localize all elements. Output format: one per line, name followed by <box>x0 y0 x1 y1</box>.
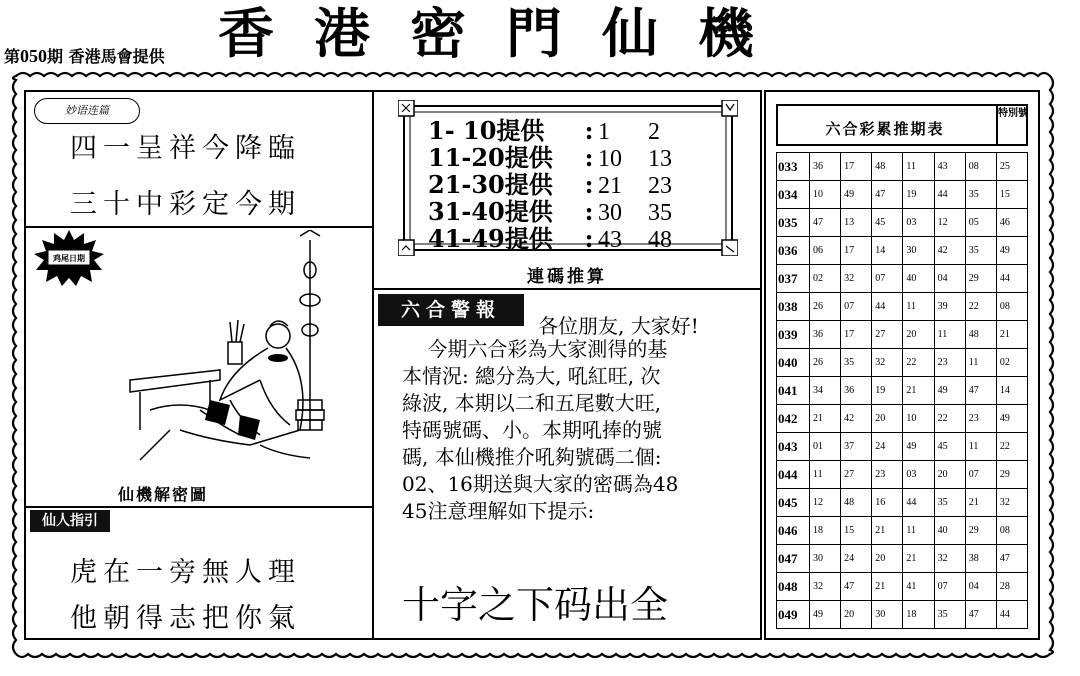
number-cell: 32 <box>872 349 903 377</box>
number-cell: 23 <box>872 461 903 489</box>
number-cell: 34 <box>810 377 841 405</box>
range-number: 1 <box>598 119 610 145</box>
table-row <box>777 181 1028 209</box>
range-number: 23 <box>648 173 672 199</box>
number-cell: 20 <box>903 321 934 349</box>
number-cell: 07 <box>872 265 903 293</box>
number-cell: 47 <box>872 181 903 209</box>
range-number: 2 <box>648 119 660 145</box>
number-cell: 43 <box>934 153 965 181</box>
number-cell: 15 <box>996 181 1027 209</box>
number-cell: 18 <box>810 517 841 545</box>
range-row <box>428 199 688 226</box>
number-cell: 10 <box>810 181 841 209</box>
illustration-caption: 仙機解密圖 <box>118 485 209 504</box>
range-row <box>428 172 688 199</box>
number-cell: 19 <box>872 377 903 405</box>
number-cell: 15 <box>841 517 872 545</box>
analysis-line: 今期六合彩為大家測得的基 <box>402 337 668 361</box>
number-cell: 47 <box>810 209 841 237</box>
table-row <box>777 573 1028 601</box>
number-cell: 26 <box>810 349 841 377</box>
number-cell: 20 <box>872 545 903 573</box>
table-row <box>777 349 1028 377</box>
table-row <box>777 489 1028 517</box>
number-cell: 41 <box>903 573 934 601</box>
title-char: 香 <box>218 2 314 66</box>
number-cell: 18 <box>903 601 934 629</box>
issue-cell: 044 <box>777 461 810 489</box>
number-cell: 22 <box>934 405 965 433</box>
range-label: 41-49提供 <box>428 224 553 253</box>
number-cell: 05 <box>965 209 996 237</box>
number-cell: 49 <box>996 237 1027 265</box>
number-cell: 39 <box>934 293 965 321</box>
issue-cell: 036 <box>777 237 810 265</box>
table-row <box>777 209 1028 237</box>
number-cell: 35 <box>934 601 965 629</box>
number-cell: 44 <box>903 489 934 517</box>
analysis-line: 綠波, 本期以二和五尾數大旺, <box>402 391 662 415</box>
table-row <box>777 321 1028 349</box>
range-number: 43 <box>598 227 622 253</box>
number-cell: 49 <box>996 405 1027 433</box>
poem-line: 三十中彩定今期 <box>70 189 301 220</box>
table-row <box>777 601 1028 629</box>
table-row <box>777 545 1028 573</box>
issue-cell: 035 <box>777 209 810 237</box>
number-cell: 21 <box>903 377 934 405</box>
number-cell: 11 <box>903 153 934 181</box>
divider <box>24 506 374 508</box>
number-cell: 20 <box>934 461 965 489</box>
starburst-label: 鸡尾日期 <box>53 254 85 263</box>
number-cell: 27 <box>872 321 903 349</box>
number-cell: 32 <box>841 265 872 293</box>
number-cell: 35 <box>965 181 996 209</box>
analysis-line: 45注意理解如下提示: <box>402 499 595 523</box>
number-cell: 48 <box>872 153 903 181</box>
number-cell: 49 <box>934 377 965 405</box>
number-cell: 07 <box>841 293 872 321</box>
number-cell: 30 <box>872 601 903 629</box>
number-cell: 06 <box>810 237 841 265</box>
issue-cell: 043 <box>777 433 810 461</box>
number-cell: 49 <box>903 433 934 461</box>
range-number: 30 <box>598 200 622 226</box>
title-char: 門 <box>506 2 602 66</box>
number-cell: 49 <box>810 601 841 629</box>
analysis-line: 本情況: 總分為大, 吼紅旺, 次 <box>402 364 661 388</box>
page-title <box>218 4 878 64</box>
range-separator: : <box>584 116 594 145</box>
number-cell: 04 <box>965 573 996 601</box>
issue-cell: 046 <box>777 517 810 545</box>
title-char: 港 <box>314 2 410 66</box>
poem-line: 虎在一旁無人理 <box>70 557 301 588</box>
analysis-line: 02、16期送與大家的密碼為48 <box>402 472 679 496</box>
starburst-badge <box>34 230 104 286</box>
number-cell: 47 <box>841 573 872 601</box>
divider <box>372 288 762 290</box>
issue-cell: 033 <box>777 153 810 181</box>
issue-cell: 042 <box>777 405 810 433</box>
poem-line: 四一呈祥今降臨 <box>70 133 301 164</box>
issue-cell: 041 <box>777 377 810 405</box>
range-label: 1- 10提供 <box>428 116 545 145</box>
issue-cell: 038 <box>777 293 810 321</box>
number-cell: 45 <box>934 433 965 461</box>
number-cell: 08 <box>965 153 996 181</box>
number-cell: 29 <box>965 265 996 293</box>
range-number: 13 <box>648 146 672 172</box>
title-char: 仙 <box>602 2 698 66</box>
number-cell: 14 <box>996 377 1027 405</box>
number-cell: 47 <box>965 377 996 405</box>
number-cell: 35 <box>965 237 996 265</box>
range-label: 31-40提供 <box>428 197 553 226</box>
number-cell: 29 <box>996 461 1027 489</box>
number-cell: 11 <box>810 461 841 489</box>
number-cell: 17 <box>841 321 872 349</box>
number-cell: 25 <box>996 153 1027 181</box>
range-number: 10 <box>598 146 622 172</box>
number-cell: 20 <box>872 405 903 433</box>
number-cell: 17 <box>841 153 872 181</box>
range-number: 21 <box>598 173 622 199</box>
number-cell: 21 <box>903 545 934 573</box>
issue-label <box>4 44 165 67</box>
number-cell: 17 <box>841 237 872 265</box>
number-cell: 26 <box>810 293 841 321</box>
issue-cell: 040 <box>777 349 810 377</box>
number-cell: 03 <box>903 461 934 489</box>
range-row <box>428 226 688 253</box>
issue-cell: 039 <box>777 321 810 349</box>
number-cell: 20 <box>841 601 872 629</box>
number-cell: 10 <box>903 405 934 433</box>
number-cell: 11 <box>965 433 996 461</box>
provider-label: 香港馬會提供 <box>68 47 165 66</box>
number-cell: 37 <box>841 433 872 461</box>
number-cell: 44 <box>996 265 1027 293</box>
hint-text: 十字之下码出全 <box>402 583 669 627</box>
number-cell: 19 <box>903 181 934 209</box>
number-cell: 21 <box>996 321 1027 349</box>
greeting-text: 各位朋友, 大家好! <box>538 314 699 338</box>
number-cell: 23 <box>965 405 996 433</box>
number-cell: 35 <box>934 489 965 517</box>
number-cell: 40 <box>903 265 934 293</box>
issue-cell: 048 <box>777 573 810 601</box>
title-char: 機 <box>698 2 794 66</box>
number-cell: 29 <box>965 517 996 545</box>
table-row <box>777 293 1028 321</box>
number-cell: 48 <box>841 489 872 517</box>
range-separator: : <box>584 197 594 226</box>
number-cell: 11 <box>903 517 934 545</box>
analysis-line: 特碼號碼、小。本期吼捧的號 <box>402 418 662 442</box>
table-row <box>777 517 1028 545</box>
number-cell: 13 <box>841 209 872 237</box>
number-cell: 14 <box>872 237 903 265</box>
table-row <box>777 377 1028 405</box>
number-cell: 02 <box>996 349 1027 377</box>
range-list <box>428 118 688 253</box>
number-cell: 03 <box>903 209 934 237</box>
alert-tag: 六合警報 <box>378 294 524 326</box>
range-label: 21-30提供 <box>428 170 553 199</box>
number-cell: 24 <box>872 433 903 461</box>
number-cell: 44 <box>996 601 1027 629</box>
number-cell: 49 <box>841 181 872 209</box>
number-cell: 36 <box>810 321 841 349</box>
number-cell: 22 <box>965 293 996 321</box>
draw-history-table <box>776 152 1028 629</box>
immortal-guide-tag: 仙人指引 <box>30 510 110 532</box>
range-row <box>428 118 688 145</box>
number-cell: 44 <box>934 181 965 209</box>
number-cell: 23 <box>934 349 965 377</box>
number-cell: 36 <box>841 377 872 405</box>
number-cell: 24 <box>841 545 872 573</box>
number-cell: 16 <box>872 489 903 517</box>
consecutive-numbers-label: 連碼推算 <box>527 267 607 287</box>
table-row <box>777 461 1028 489</box>
range-separator: : <box>584 224 594 253</box>
table-row <box>777 265 1028 293</box>
analysis-line: 碼, 本仙機推介吼夠號碼二個: <box>402 445 662 469</box>
number-cell: 07 <box>934 573 965 601</box>
number-cell: 45 <box>872 209 903 237</box>
range-separator: : <box>584 170 594 199</box>
number-cell: 08 <box>996 293 1027 321</box>
number-cell: 30 <box>810 545 841 573</box>
number-cell: 48 <box>965 321 996 349</box>
number-cell: 44 <box>872 293 903 321</box>
number-cell: 22 <box>996 433 1027 461</box>
number-cell: 04 <box>934 265 965 293</box>
scholar-illustration <box>110 230 360 480</box>
number-cell: 30 <box>903 237 934 265</box>
issue-suffix: 期 <box>47 47 64 66</box>
number-cell: 08 <box>996 517 1027 545</box>
number-cell: 21 <box>872 573 903 601</box>
number-cell: 11 <box>903 293 934 321</box>
poem-line: 他朝得志把你氣 <box>70 603 301 634</box>
range-row <box>428 145 688 172</box>
number-cell: 46 <box>996 209 1027 237</box>
number-cell: 47 <box>996 545 1027 573</box>
number-cell: 28 <box>996 573 1027 601</box>
number-cell: 21 <box>810 405 841 433</box>
table-row <box>777 405 1028 433</box>
divider <box>24 226 374 228</box>
number-cell: 42 <box>841 405 872 433</box>
issue-cell: 045 <box>777 489 810 517</box>
title-char: 密 <box>410 2 506 66</box>
table-title: 六合彩累推期表 <box>825 120 945 138</box>
range-separator: : <box>584 143 594 172</box>
table-row <box>777 153 1028 181</box>
number-cell: 40 <box>934 517 965 545</box>
analysis-text <box>402 336 754 525</box>
number-cell: 12 <box>810 489 841 517</box>
number-cell: 01 <box>810 433 841 461</box>
number-cell: 42 <box>934 237 965 265</box>
number-cell: 11 <box>965 349 996 377</box>
number-cell: 32 <box>810 573 841 601</box>
number-cell: 22 <box>903 349 934 377</box>
issue-cell: 034 <box>777 181 810 209</box>
poem-badge: 妙语连篇 <box>34 98 140 124</box>
number-cell: 36 <box>810 153 841 181</box>
special-number-label: 特別號 <box>996 104 1028 146</box>
number-cell: 35 <box>841 349 872 377</box>
issue-cell: 037 <box>777 265 810 293</box>
number-cell: 32 <box>934 545 965 573</box>
issue-prefix: 第 <box>4 47 21 66</box>
number-cell: 21 <box>965 489 996 517</box>
number-cell: 11 <box>934 321 965 349</box>
range-number: 35 <box>648 200 672 226</box>
number-cell: 07 <box>965 461 996 489</box>
number-cell: 47 <box>965 601 996 629</box>
number-cell: 12 <box>934 209 965 237</box>
number-cell: 21 <box>872 517 903 545</box>
table-row <box>777 237 1028 265</box>
number-cell: 32 <box>996 489 1027 517</box>
number-cell: 38 <box>965 545 996 573</box>
range-number: 48 <box>648 227 672 253</box>
issue-cell: 047 <box>777 545 810 573</box>
number-cell: 27 <box>841 461 872 489</box>
range-label: 11-20提供 <box>428 143 553 172</box>
number-cell: 02 <box>810 265 841 293</box>
issue-cell: 049 <box>777 601 810 629</box>
issue-number: 050 <box>20 46 48 66</box>
table-row <box>777 433 1028 461</box>
